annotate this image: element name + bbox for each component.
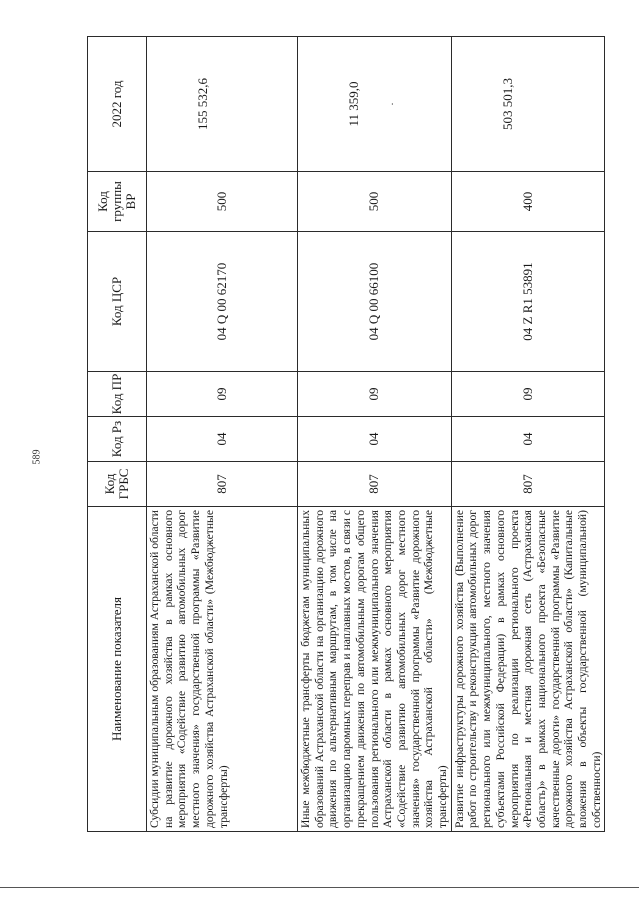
row-vr-cell: 500 — [298, 172, 452, 232]
header-pr: Код ПР — [88, 372, 147, 417]
stray-mark: . — [385, 102, 396, 106]
row-amount-cell — [298, 37, 452, 172]
row-name-cell: Развитие инфраструктуры дорожного хозяйства (Выполнение работ по строительству и реконструкции автомобильных дорог регионального или межмуниципального, местного значения субъектами Российской Федерации) в рамках основного мероприятия по реализации регионального проекта «Региональная и местная дорожная сеть (Астраханская область)» в рамках национального проекта «Безопасные качественные дороги» государственной программы «Развитие дорожного хозяйства Астраханской области» (Капитальные вложения в объекты государственной (муниципальной) собственности) — [451, 507, 605, 832]
header-csr: Код ЦСР — [88, 232, 147, 372]
table-row — [147, 37, 298, 832]
row-grbs-cell: 807 — [451, 462, 605, 507]
header-name: Наименование показателя — [88, 507, 147, 832]
header-grbs: Код ГРБС — [88, 462, 147, 507]
row-rz-cell: 04 — [451, 417, 605, 462]
table-row — [298, 37, 452, 832]
row-pr-cell: 09 — [298, 372, 452, 417]
table-header-row — [88, 37, 147, 832]
rotated-table-container — [87, 37, 603, 832]
header-vr: Код группы ВР — [88, 172, 147, 232]
row-rz-cell: 04 — [147, 417, 298, 462]
row-amount-cell: 503 501,3 — [451, 37, 605, 172]
row-pr-cell: 09 — [147, 372, 298, 417]
row-name-cell: Субсидии муниципальным образованиям Астраханской области на развитие дорожного хозяйства в рамках основного мероприятия «Содействие развитию автомобильных дорог местного значения» государственной программы «Развитие дорожного хозяйства Астраханской области» (Межбюджетные трансферты) — [147, 507, 298, 832]
row-csr-cell: 04 Z R1 53891 — [451, 232, 605, 372]
row-rz-cell: 04 — [298, 417, 452, 462]
row-vr-cell: 500 — [147, 172, 298, 232]
budget-table — [87, 36, 605, 832]
table-row — [451, 37, 605, 832]
row-csr-cell: 04 Q 00 66100 — [298, 232, 452, 372]
header-rz: Код Рз — [88, 417, 147, 462]
row-grbs-cell: 807 — [147, 462, 298, 507]
row-csr-cell: 04 Q 00 62170 — [147, 232, 298, 372]
row-vr-cell: 400 — [451, 172, 605, 232]
page-number: 589 — [31, 449, 43, 465]
row-grbs-cell: 807 — [298, 462, 452, 507]
row-name-cell: Иные межбюджетные трансферты бюджетам муниципальных образований Астраханской области на организацию дорожного движения по альтернативным маршрутам, в том числе на организацию паромных переправ и наплавных мостов, в связи с прекращением движения по автомобильным дорогам общего пользования регионального или межмуниципального значения Астраханской области в рамках основного мероприятия «Содействие развитию автомобильных дорог местного значения» государственной программы «Развитие дорожного хозяйства Астраханской области» (Межбюджетные трансферты) — [298, 507, 452, 832]
header-year: 2022 год — [88, 37, 147, 172]
bottom-rule — [0, 887, 639, 888]
row-pr-cell: 09 — [451, 372, 605, 417]
row-amount-cell: 155 532,6 — [147, 37, 298, 172]
row-amount-value: 11 359,0 — [346, 81, 361, 127]
